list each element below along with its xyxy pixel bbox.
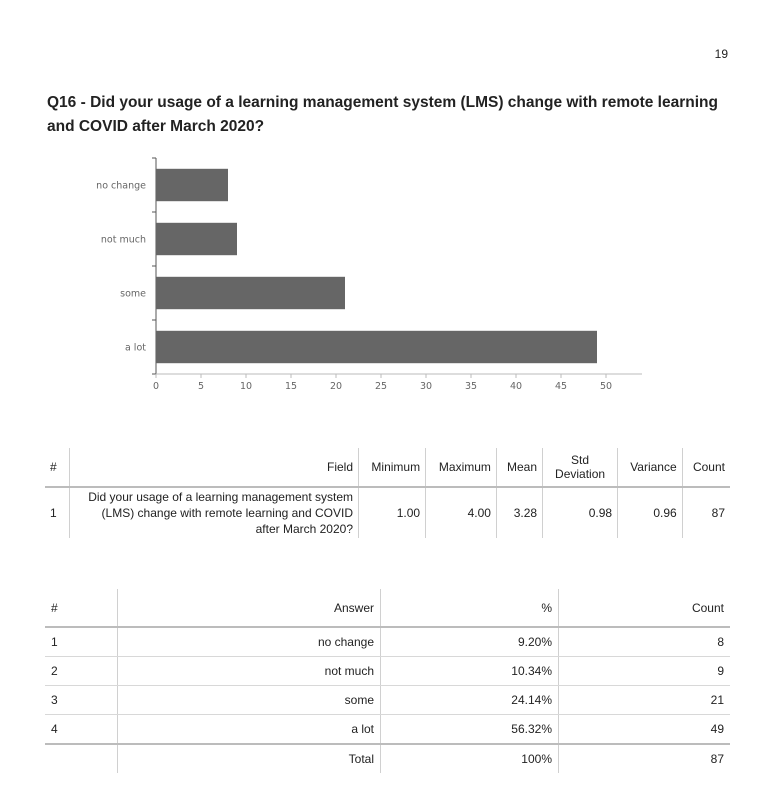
- bar-chart: [90, 150, 650, 400]
- x-tick-label: 40: [509, 381, 523, 392]
- x-tick-label: 45: [554, 381, 568, 392]
- x-tick-label: 20: [329, 381, 343, 392]
- stats-header-variance: Variance: [618, 448, 683, 487]
- answers-row: [45, 657, 730, 686]
- stats-header-maximum: Maximum: [426, 448, 497, 487]
- answers-total-pct: 100%: [381, 744, 559, 773]
- x-tick-label: 5: [197, 381, 205, 392]
- stats-header-minimum: Minimum: [359, 448, 426, 487]
- stats-cell-mean: 3.28: [496, 487, 542, 538]
- stats-header-field: Field: [70, 448, 359, 487]
- stats-cell-field: Did your usage of a learning management system (LMS) change with remote learning and COVID after March 2020?: [70, 487, 359, 538]
- answers-cell-count: 9: [559, 657, 731, 686]
- bar-a-lot: [156, 331, 597, 363]
- answers-cell-pct: 10.34%: [381, 657, 559, 686]
- answers-total-num: [45, 744, 118, 773]
- answers-cell-num: 4: [45, 715, 118, 745]
- answers-total-count: 87: [559, 744, 731, 773]
- stats-cell-variance: 0.96: [618, 487, 683, 538]
- answers-cell-count: 21: [559, 686, 731, 715]
- category-label: no change: [96, 180, 146, 192]
- answers-total-row: [45, 744, 730, 773]
- answers-header-pct: %: [381, 589, 559, 627]
- answers-cell-answer: not much: [118, 657, 381, 686]
- answers-header-num: #: [45, 589, 118, 627]
- answers-table: [45, 589, 730, 773]
- answers-total-label: Total: [118, 744, 381, 773]
- stats-header-std: Std Deviation: [543, 448, 618, 487]
- answers-row: [45, 627, 730, 657]
- answers-cell-count: 49: [559, 715, 731, 745]
- x-tick-label: 15: [284, 381, 298, 392]
- answers-cell-pct: 9.20%: [381, 627, 559, 657]
- answers-row: [45, 686, 730, 715]
- answers-cell-count: 8: [559, 627, 731, 657]
- answers-cell-answer: some: [118, 686, 381, 715]
- question-title: Q16 - Did your usage of a learning management system (LMS) change with remote learning and COVID after March 2020?: [47, 94, 718, 135]
- answers-row: [45, 715, 730, 745]
- answers-cell-num: 3: [45, 686, 118, 715]
- bar-chart-svg: [90, 150, 650, 400]
- category-label: some: [120, 288, 146, 300]
- answers-cell-pct: 24.14%: [381, 686, 559, 715]
- stats-row: [45, 487, 730, 538]
- bar-some: [156, 277, 345, 309]
- answers-cell-num: 1: [45, 627, 118, 657]
- stats-header-mean: Mean: [496, 448, 542, 487]
- stats-cell-maximum: 4.00: [426, 487, 497, 538]
- answers-cell-num: 2: [45, 657, 118, 686]
- category-label: a lot: [124, 342, 146, 354]
- bar-no-change: [156, 169, 228, 201]
- x-tick-label: 50: [599, 381, 613, 392]
- stats-header-row: [45, 448, 730, 487]
- stats-table: [45, 448, 730, 538]
- stats-cell-std: 0.98: [543, 487, 618, 538]
- x-tick-label: 25: [374, 381, 388, 392]
- stats-header-count: Count: [682, 448, 730, 487]
- answers-header-row: [45, 589, 730, 627]
- stats-header-num: #: [45, 448, 70, 487]
- x-tick-label: 35: [464, 381, 478, 392]
- bar-not-much: [156, 223, 237, 255]
- x-tick-label: 0: [152, 381, 160, 392]
- answers-cell-answer: a lot: [118, 715, 381, 745]
- category-label: not much: [100, 234, 146, 246]
- page-number: 19: [714, 47, 728, 61]
- answers-cell-pct: 56.32%: [381, 715, 559, 745]
- stats-cell-num: 1: [50, 506, 57, 520]
- x-tick-label: 10: [239, 381, 253, 392]
- stats-cell-minimum: 1.00: [359, 487, 426, 538]
- x-tick-label: 30: [419, 381, 433, 392]
- stats-cell-count: 87: [682, 487, 730, 538]
- answers-header-count: Count: [559, 589, 731, 627]
- answers-header-answer: Answer: [118, 589, 381, 627]
- answers-cell-answer: no change: [118, 627, 381, 657]
